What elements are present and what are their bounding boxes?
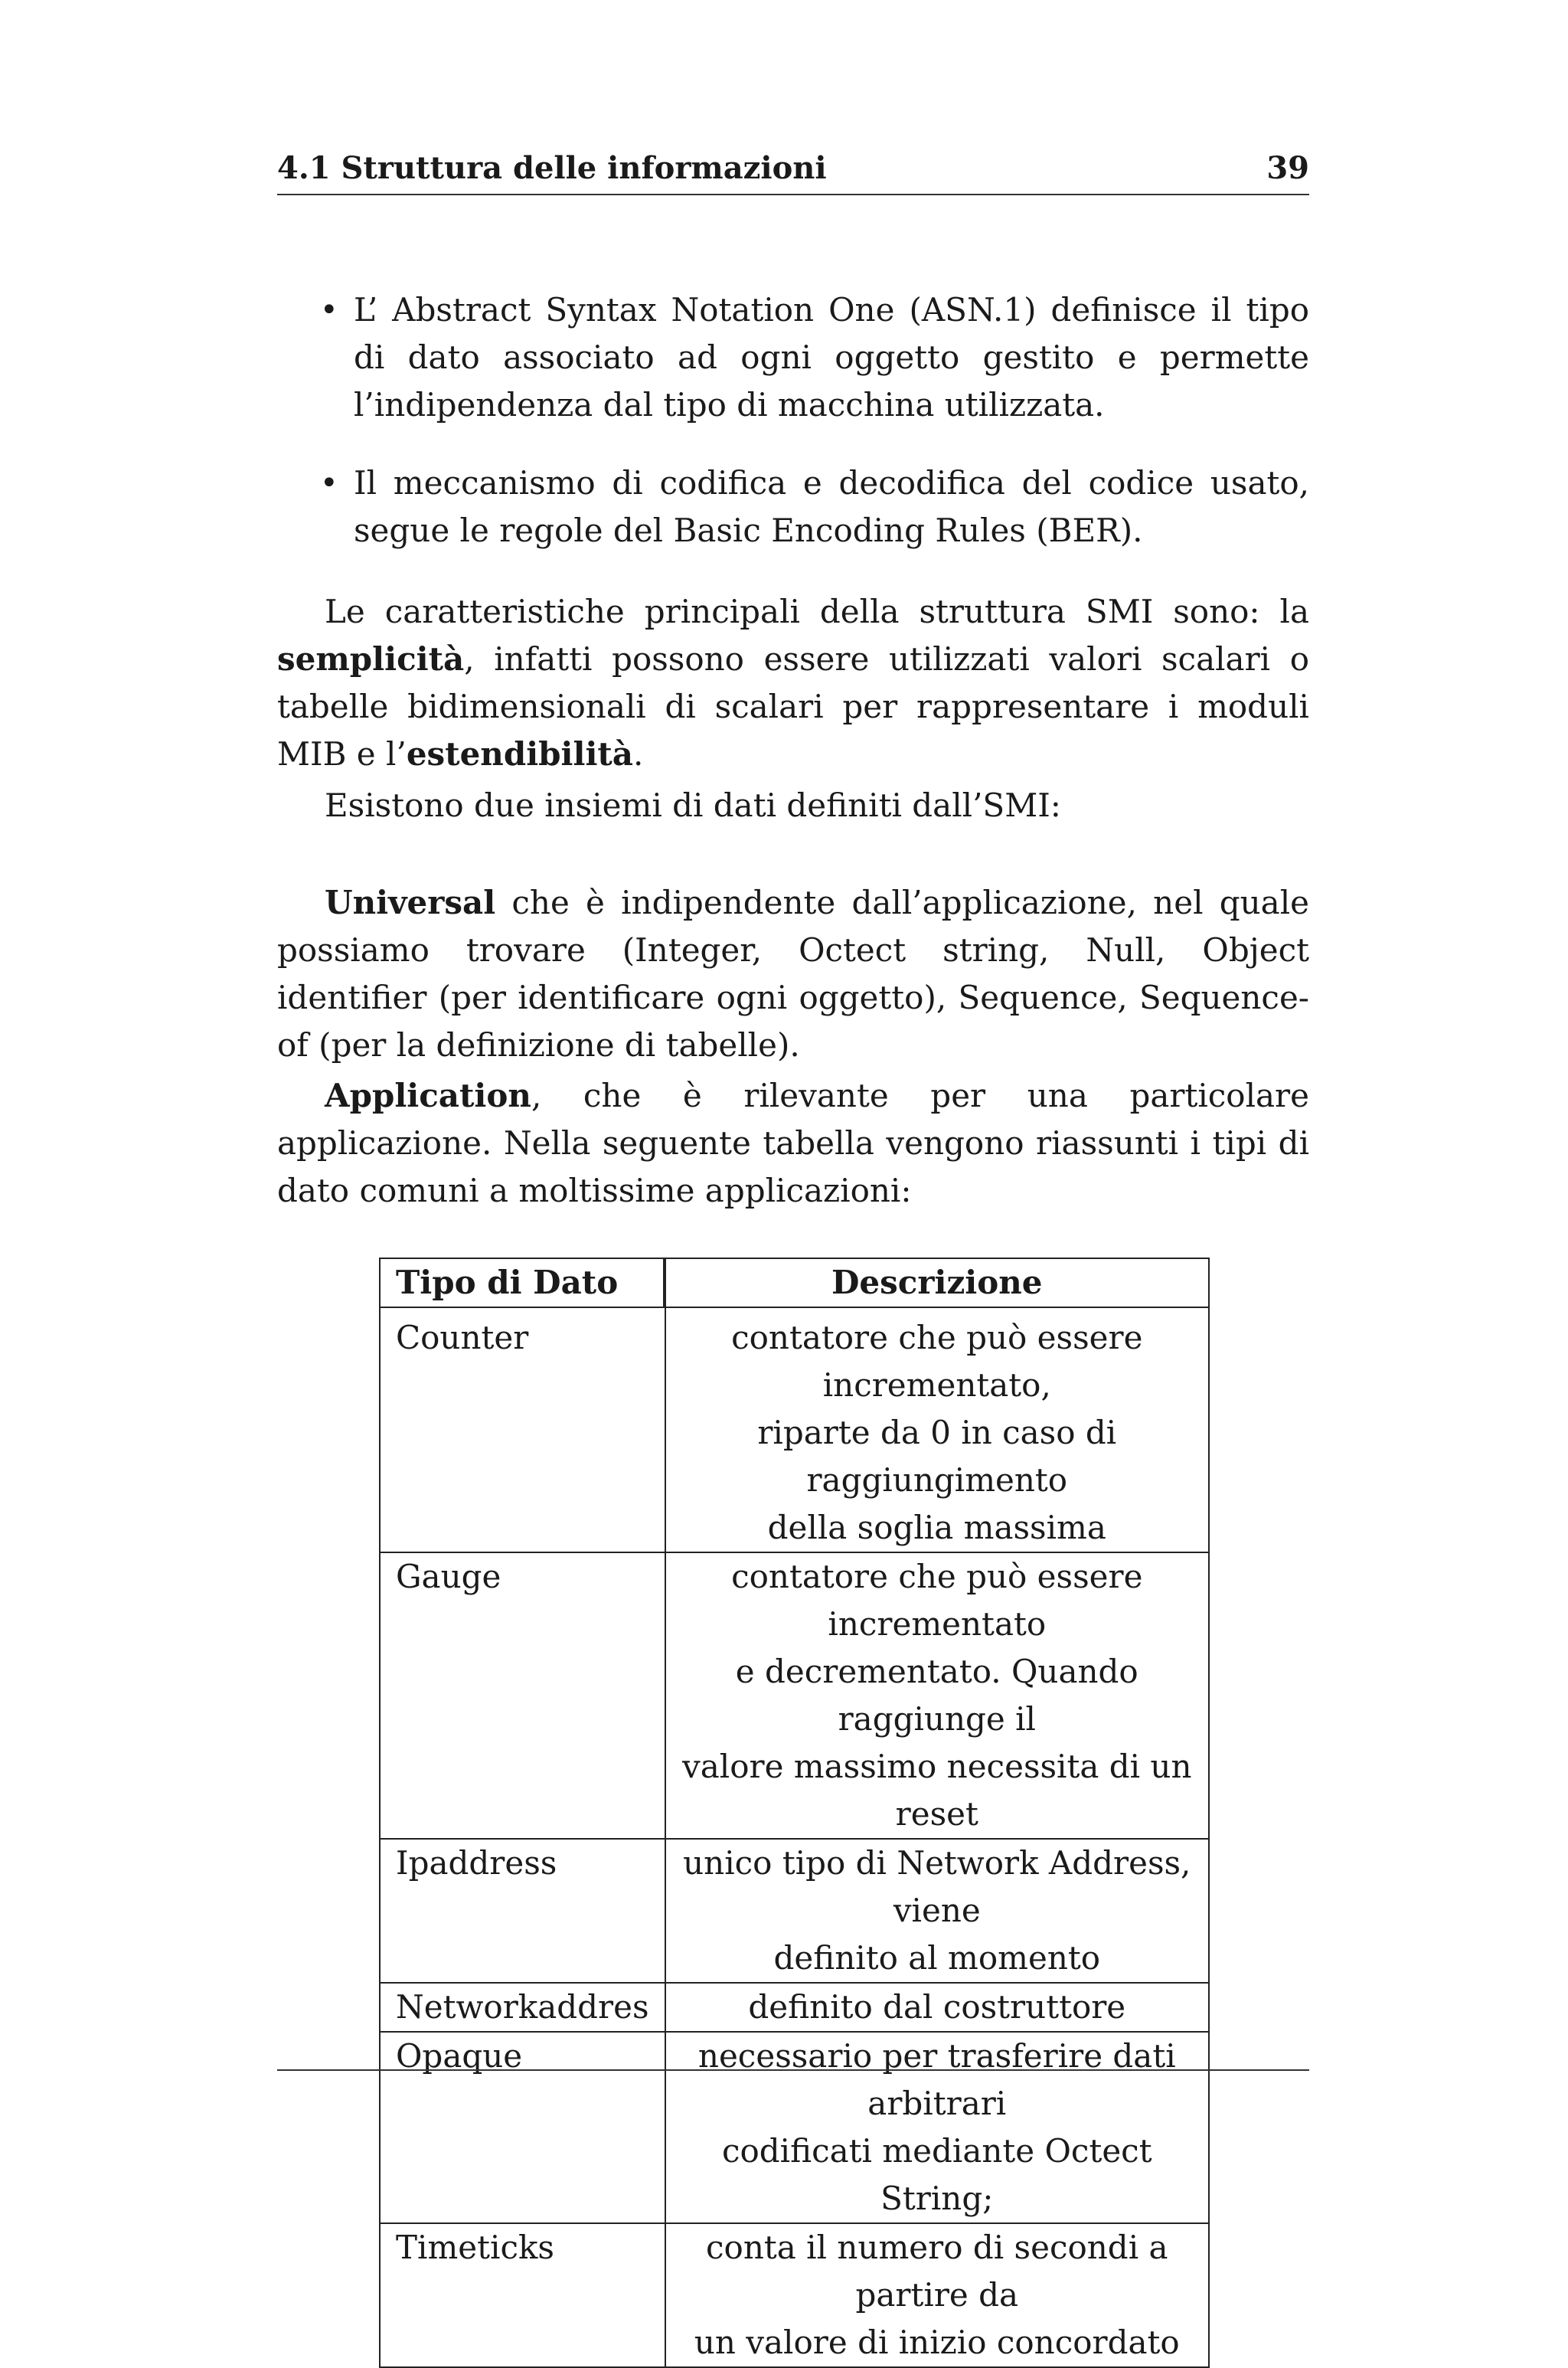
- bullet-icon: •: [320, 466, 338, 501]
- header-rule: [277, 194, 1309, 195]
- table-row: [379, 1553, 1210, 1840]
- desc-line: contatore che può essere incrementato: [731, 1558, 1143, 1643]
- table-row: [379, 1840, 1210, 1984]
- bullet-icon: •: [320, 293, 338, 328]
- cell-tipo: Ipaddress: [379, 1840, 665, 1984]
- page-number: 39: [1266, 150, 1309, 186]
- footer-rule: [277, 2069, 1309, 2071]
- cell-descrizione: [665, 1314, 1210, 1553]
- section-title: 4.1 Struttura delle informazioni: [277, 150, 827, 186]
- desc-line: definito dal costruttore: [748, 1988, 1126, 2026]
- paragraph-smi-features: [277, 588, 1309, 778]
- table-row: [379, 1984, 1210, 2033]
- data-types-table: [379, 1258, 1210, 2368]
- desc-line: definito al momento: [773, 1939, 1101, 1977]
- bullet-text: Il meccanismo di codifica e decodifica del codice usato, segue le regole del Basic Encoding Rules (BER).: [354, 464, 1309, 549]
- bold-term-universal: Universal: [325, 884, 496, 921]
- paragraph-data-sets: Esistono due insiemi di dati definiti dall’SMI:: [325, 787, 1061, 824]
- cell-descrizione: [665, 2224, 1210, 2368]
- paragraph-text: Le caratteristiche principali della struttura SMI sono: la: [325, 593, 1309, 630]
- table-row: [379, 1314, 1210, 1553]
- desc-line: valore massimo necessita di un reset: [682, 1748, 1192, 1833]
- column-header-tipo: Tipo di Dato: [379, 1258, 665, 1308]
- cell-descrizione: [665, 1553, 1210, 1840]
- paragraph-text: che è indipendente dall’applicazione, nel quale possiamo trovare (Integer, Octect string, Null, Object identifier (per identificare ogni oggetto), Sequence, Sequence-of (per la definizione di tabelle).: [277, 884, 1309, 1064]
- running-header: [277, 150, 1309, 193]
- desc-line: contatore che può essere incrementato,: [731, 1319, 1143, 1404]
- paragraph-text: , che è rilevante per una particolare applicazione. Nella seguente tabella vengono riassunti i tipi di dato comuni a moltissime applicazioni:: [277, 1077, 1309, 1209]
- table-header-row: [379, 1258, 1210, 1308]
- desc-line: e decrementato. Quando raggiunge il: [735, 1653, 1138, 1738]
- desc-line: necessario per trasferire dati arbitrari: [697, 2037, 1176, 2122]
- cell-descrizione: [665, 1984, 1210, 2033]
- desc-line: un valore di inizio concordato: [694, 2324, 1180, 2361]
- column-header-descrizione: Descrizione: [665, 1258, 1210, 1308]
- table-row: [379, 2224, 1210, 2368]
- bullet-text: L’ Abstract Syntax Notation One (ASN.1) definisce il tipo di dato associato ad ogni oggetto gestito e permette l’indipendenza dal tipo di macchina utilizzata.: [354, 291, 1309, 424]
- desc-line: conta il numero di secondi a partire da: [706, 2229, 1168, 2314]
- bold-term-semplicita: semplicità: [277, 640, 465, 678]
- bullet-item-ber: [277, 460, 1309, 554]
- cell-tipo: Networkaddres: [379, 1984, 665, 2033]
- table-gap: [379, 1308, 1210, 1314]
- desc-line: codificati mediante Octect String;: [721, 2132, 1152, 2217]
- cell-tipo: Timeticks: [379, 2224, 665, 2368]
- bullet-item-asn1: [277, 286, 1309, 429]
- cell-tipo: Counter: [379, 1314, 665, 1553]
- bold-term-application: Application: [325, 1077, 531, 1114]
- paragraph-text: , infatti possono essere utilizzati valori scalari o tabelle bidimensionali di scalari per rappresentare i moduli MIB e l’: [277, 640, 1309, 773]
- bold-term-estendibilita: estendibilità: [406, 735, 634, 773]
- desc-line: della soglia massima: [767, 1509, 1106, 1546]
- cell-tipo: Opaque: [379, 2033, 665, 2224]
- paragraph-text: .: [633, 735, 644, 773]
- desc-line: unico tipo di Network Address, viene: [683, 1844, 1191, 1929]
- table-row: [379, 2033, 1210, 2224]
- desc-line: riparte da 0 in caso di raggiungimento: [757, 1414, 1117, 1499]
- cell-descrizione: [665, 2033, 1210, 2224]
- cell-descrizione: [665, 1840, 1210, 1984]
- cell-tipo: Gauge: [379, 1553, 665, 1840]
- paragraph-universal: [277, 879, 1309, 1069]
- paragraph-application: [277, 1072, 1309, 1215]
